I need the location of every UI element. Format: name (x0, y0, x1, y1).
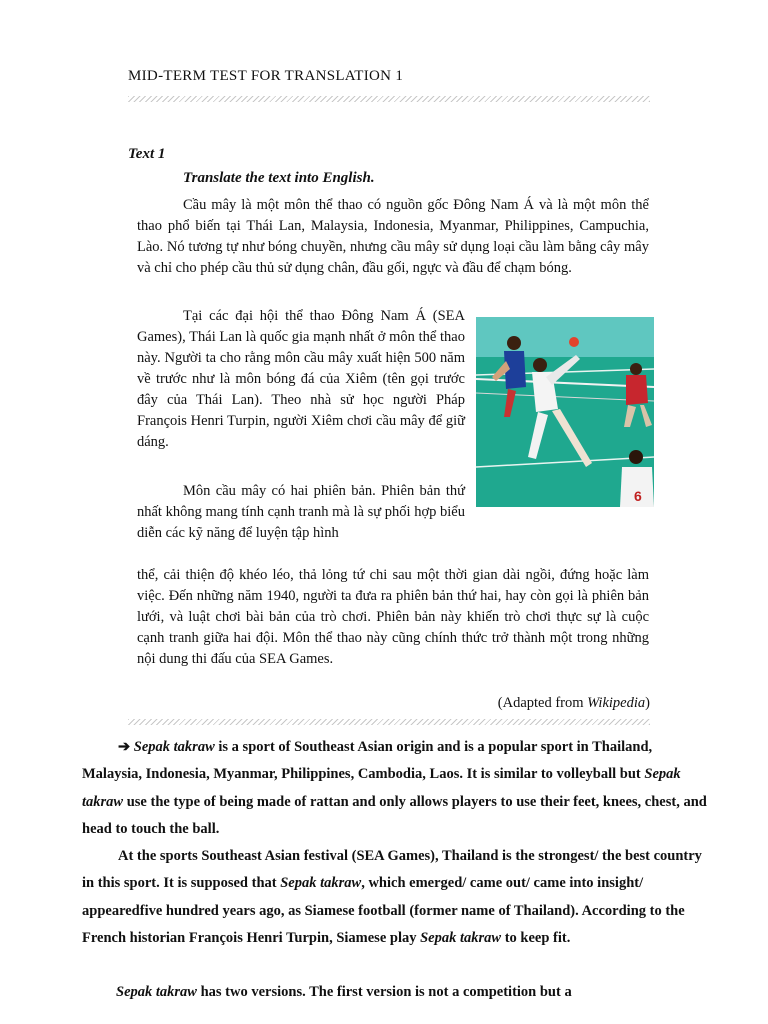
sepak-takraw-photo (476, 317, 654, 507)
english-paragraph-3: Sepak takraw has two versions. The first version is not a competition but a (116, 984, 572, 1000)
page-title: MID-TERM TEST FOR TRANSLATION 1 (128, 68, 404, 84)
instruction: Translate the text into English. (183, 170, 375, 186)
source-name: Wikipedia (587, 695, 646, 711)
arrow-icon: ➔ (118, 739, 131, 755)
dotted-divider (128, 96, 650, 102)
vietnamese-paragraph-2: Tại các đại hội thể thao Đông Nam Á (SEA Games), Thái Lan là quốc gia mạnh nhất ở môn thể thao này. Người ta cho rằng môn cầu mây xuất hiện 500 năm về trước như là môn bóng đá của Xiêm (tên gọi trước đây của Thái Lan). Theo nhà sử học người Pháp François Henri Turpin, người Xiêm chơi cầu mây để giữ dáng. (137, 308, 465, 450)
section-label: Text 1 (128, 146, 166, 162)
vietnamese-paragraph-4: thể, cải thiện độ khéo léo, thả lỏng tứ chi sau một thời gian dài ngồi, đứng hoặc làm việc. Đến những năm 1940, người ta đưa ra phiên bản thứ hai, hay còn gọi là phiên bản lưới, và luật chơi bài bản của trò chơi. Phiên bản này khiến trò chơi thực sự là cuộc cạnh tranh giữa hai đội. Môn thể thao này cũng chính thức trở thành một trong những nội dung thi đấu của SEA Games. (137, 567, 649, 667)
english-paragraph-2: At the sports Southeast Asian festival (SEA Games), Thailand is the strongest/ the best country in this sport. It is supposed that Sepak takraw, which emerged/ came out/ came into insight/ appearedfive hundred years ago, as Siamese football (former name of Thailand). According to the French historian François Henri Turpin, Siamese play Sepak takraw to keep fit. (82, 848, 702, 946)
dotted-divider (128, 719, 650, 725)
jersey-number: 6 (634, 488, 642, 504)
vietnamese-paragraph-1: Cầu mây là một môn thể thao có nguồn gốc Đông Nam Á và là một môn thể thao phổ biến tại Thái Lan, Malaysia, Indonesia, Myanmar, Philippines, Campuchia, Lào. Nó tương tự như bóng chuyền, nhưng cầu mây sử dụng loại cầu làm bằng cây mây và chỉ cho phép cầu thủ sử dụng chân, đầu gối, ngực và đầu để chạm bóng. (137, 197, 649, 276)
english-paragraph-1: ➔ Sepak takraw is a sport of Southeast Asian origin and is a popular sport in Thailand, Malaysia, Indonesia, Myanmar, Philippines, Cambodia, Laos. It is similar to volleyball but Sepak takraw use the type of being made of rattan and only allows players to use their feet, knees, chest, and head to touch the ball. (82, 739, 707, 837)
vietnamese-paragraph-3: Môn cầu mây có hai phiên bản. Phiên bản thứ nhất không mang tính cạnh tranh mà là sự phối hợp biểu diễn các kỹ năng để luyện tập hình (137, 483, 465, 541)
source-citation: (Adapted from Wikipedia) (497, 695, 650, 711)
